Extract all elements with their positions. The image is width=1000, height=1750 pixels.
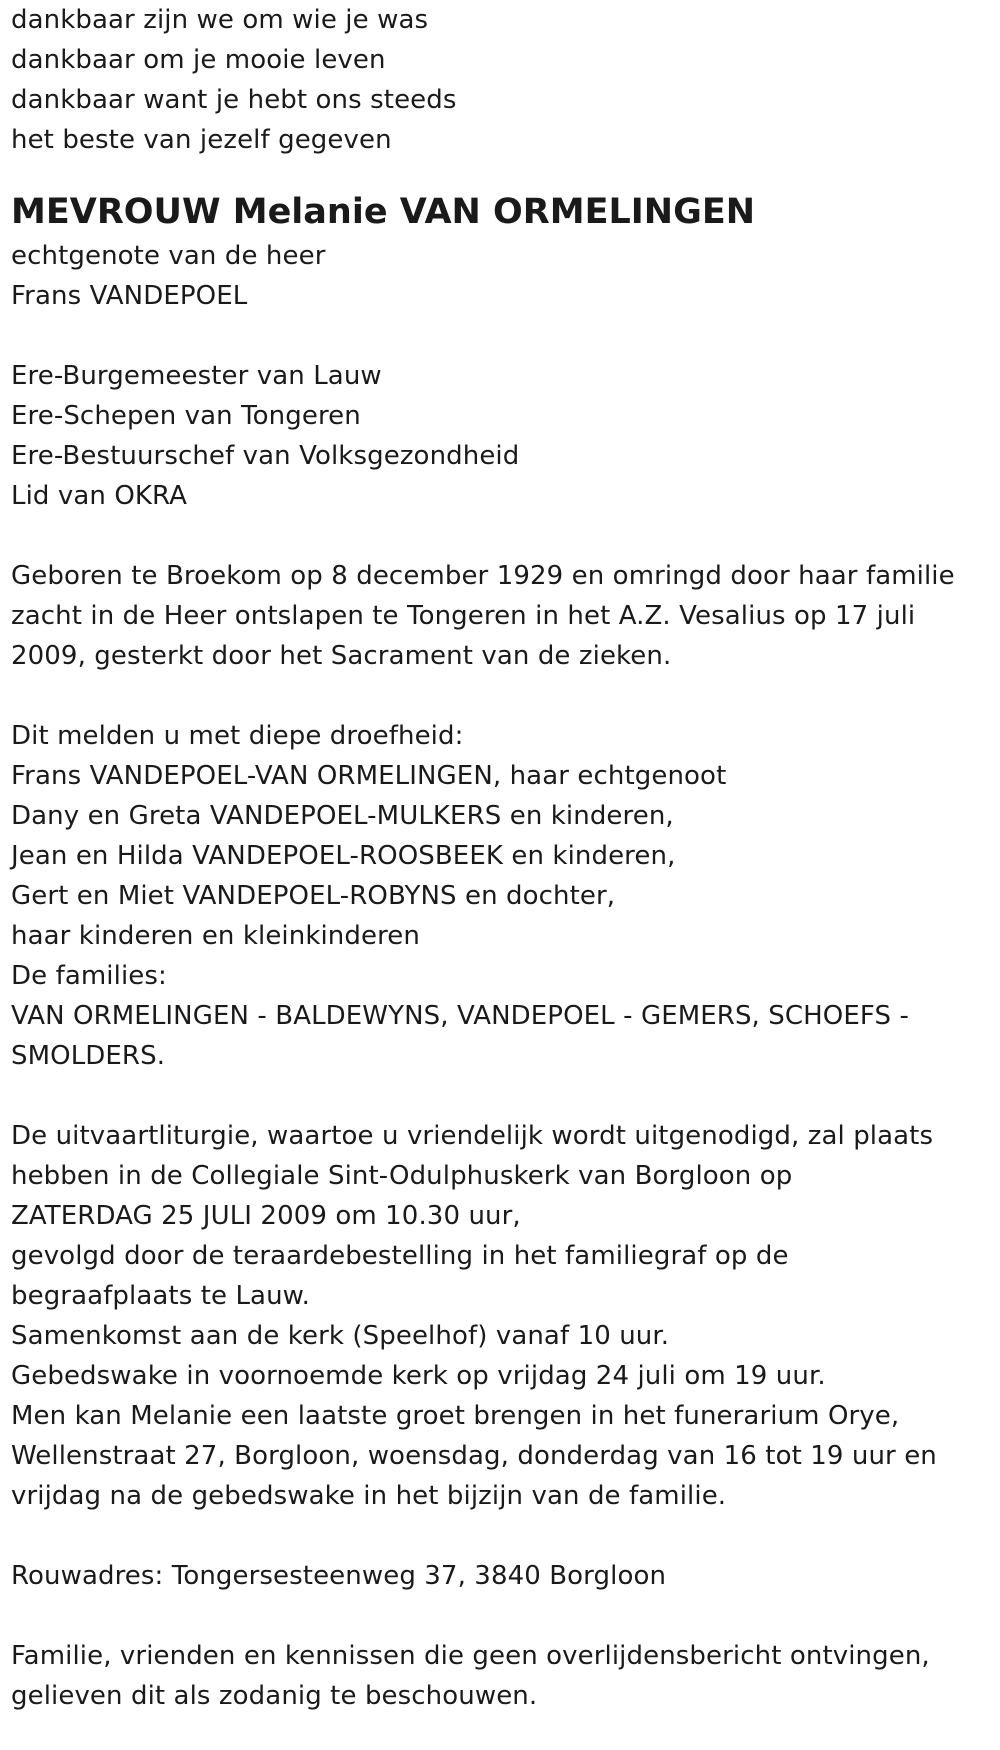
funeral-line: begraafplaats te Lauw. (11, 1281, 311, 1311)
family-line: haar kinderen en kleinkinderen (11, 921, 420, 951)
funeral-line: Men kan Melanie een laatste groet brengen in het funerarium Orye, (11, 1401, 900, 1431)
title-line: Ere-Burgemeester van Lauw (11, 361, 382, 391)
family-line: Jean en Hilda VANDEPOEL-ROOSBEEK en kinderen, (11, 841, 676, 871)
title-line: Ere-Bestuurschef van Volksgezondheid (11, 441, 520, 471)
title-line: Lid van OKRA (11, 481, 188, 511)
birth-death-paragraph (11, 556, 991, 676)
funeral-line: hebben in de Collegiale Sint-Odulphuskerk van Borgloon op (11, 1161, 793, 1191)
poem-line: dankbaar om je mooie leven (11, 45, 386, 75)
funeral-line: Wellenstraat 27, Borgloon, woensdag, donderdag van 16 tot 19 uur en (11, 1441, 937, 1471)
spouse-line: Frans VANDEPOEL (11, 281, 248, 311)
family-line: De families: (11, 961, 167, 991)
honorary-titles (11, 356, 991, 516)
closing-line: Familie, vrienden en kennissen die geen overlijdensbericht ontvingen, (11, 1641, 930, 1671)
family-line: Dit melden u met diepe droefheid: (11, 721, 464, 751)
family-announcement (11, 716, 991, 1076)
funeral-line: Gebedswake in voornoemde kerk op vrijdag 24 juli om 19 uur. (11, 1361, 826, 1391)
paragraph-line: zacht in de Heer ontslapen te Tongeren in het A.Z. Vesalius op 17 juli (11, 601, 916, 631)
family-line: Frans VANDEPOEL-VAN ORMELINGEN, haar echtgenoot (11, 761, 727, 791)
family-line: Dany en Greta VANDEPOEL-MULKERS en kinderen, (11, 801, 674, 831)
closing-note (11, 1636, 991, 1716)
funeral-line: De uitvaartliturgie, waartoe u vriendelijk wordt uitgenodigd, zal plaats (11, 1121, 934, 1151)
funeral-line: ZATERDAG 25 JULI 2009 om 10.30 uur, (11, 1201, 521, 1231)
title-line: Ere-Schepen van Tongeren (11, 401, 361, 431)
family-line: SMOLDERS. (11, 1041, 166, 1071)
obituary-document (11, 0, 991, 1716)
deceased-name: MEVROUW Melanie VAN ORMELINGEN (11, 192, 756, 232)
funeral-line: gevolgd door de teraardebestelling in het familiegraf op de (11, 1241, 789, 1271)
poem-line: dankbaar zijn we om wie je was (11, 5, 429, 35)
mourning-address: Rouwadres: Tongersesteenweg 37, 3840 Borgloon (11, 1561, 667, 1591)
family-line: VAN ORMELINGEN - BALDEWYNS, VANDEPOEL - GEMERS, SCHOEFS - (11, 1001, 909, 1031)
poem (11, 0, 991, 160)
spouse-section (11, 236, 991, 316)
poem-line: het beste van jezelf gegeven (11, 125, 392, 155)
poem-line: dankbaar want je hebt ons steeds (11, 85, 457, 115)
spouse-line: echtgenote van de heer (11, 241, 326, 271)
family-line: Gert en Miet VANDEPOEL-ROBYNS en dochter, (11, 881, 616, 911)
closing-line: gelieven dit als zodanig te beschouwen. (11, 1681, 538, 1711)
paragraph-line: 2009, gesterkt door het Sacrament van de zieken. (11, 641, 672, 671)
paragraph-line: Geboren te Broekom op 8 december 1929 en omringd door haar familie (11, 561, 955, 591)
funeral-line: vrijdag na de gebedswake in het bijzijn van de familie. (11, 1481, 727, 1511)
funeral-details (11, 1116, 991, 1516)
funeral-line: Samenkomst aan de kerk (Speelhof) vanaf 10 uur. (11, 1321, 670, 1351)
